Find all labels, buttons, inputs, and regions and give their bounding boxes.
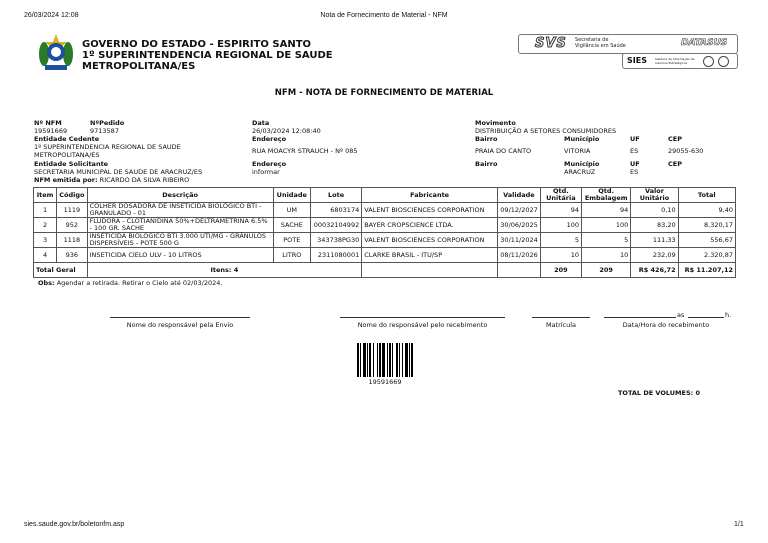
table-cell-qtd-unit: 10 (540, 248, 581, 263)
table-cell-fabricante: CLARKE BRASIL - ITU/SP (362, 248, 498, 263)
table-cell-item: 4 (34, 248, 57, 263)
signature-label-envio: Nome do responsável pela Envio (126, 321, 234, 329)
municipio-value: ARACRUZ (564, 168, 596, 176)
municipio-label: Município (564, 135, 600, 143)
sies-subtitle: Sistema de Informação de Insumos Estratégicos (655, 57, 695, 65)
solicitante-value: SECRETARIA MUNICIPAL DE SAUDE DE ARACRUZ/ES (34, 168, 203, 176)
total-label: Total Geral (34, 263, 88, 278)
signature-label-datetime: Data/Hora do recebimento (622, 321, 710, 329)
cep-label: CEP (668, 160, 682, 168)
print-datetime: 26/03/2024 12:08 (24, 12, 79, 19)
municipio-value: VITORIA (564, 147, 591, 155)
empty-cell (498, 263, 541, 278)
signature-line-recebimento (340, 317, 505, 318)
bairro-value: PRAIA DO CANTO (475, 147, 532, 155)
observations (38, 279, 222, 287)
table-cell-unidade: SACHE (273, 218, 310, 233)
uf-label: UF (630, 160, 640, 168)
data-value: 26/03/2024 12:08:40 (252, 127, 321, 135)
table-cell-valor: 0,10 (631, 203, 678, 218)
coat-of-arms-icon (36, 32, 76, 72)
table-cell-descricao: COLHER DOSADORA DE INSETICIDA BIOLÓGICO BTI - GRANULADO - 01 (87, 203, 273, 218)
table-cell-item: 1 (34, 203, 57, 218)
table-cell-qtd-emb: 5 (582, 233, 631, 248)
items-table (33, 187, 736, 278)
table-header-row (34, 188, 736, 203)
barcode-icon (357, 343, 413, 377)
emitida-label: NFM emitida por: (34, 176, 98, 184)
table-cell-fabricante: VALENT BIOSCIENCES CORPORATION (362, 233, 498, 248)
table-cell-unidade: LITRO (273, 248, 310, 263)
signature-label-recebimento: Nome do responsável pelo recebimento (357, 321, 488, 329)
signature-line-envio (110, 317, 250, 318)
table-cell-lote: 343738PG30 (310, 233, 361, 248)
total-qtd-unitaria: 209 (540, 263, 581, 278)
print-title: Nota de Fornecimento de Material - NFM (320, 12, 448, 19)
table-cell-descricao: INSETICIDA BIOLÓGICO BTI 3.000 UTI/MG - GRÂNULOS DISPERSÍVEIS - POTE 500 G (87, 233, 273, 248)
col-header: Qtd. Unitária (540, 188, 581, 203)
emitida-por (34, 176, 189, 184)
bairro-label: Bairro (475, 135, 498, 143)
uf-value: ES (630, 168, 639, 176)
footer-url: sies.saude.gov.br/boletonfm.asp (24, 521, 125, 528)
empty-cell (362, 263, 498, 278)
col-header: Lote (310, 188, 361, 203)
table-cell-lote: 00032104992 (310, 218, 361, 233)
col-header: Código (57, 188, 87, 203)
endereco-value: RUA MOACYR STRAUCH - Nº 085 (252, 147, 358, 155)
government-header (82, 39, 333, 72)
col-header: Validade (498, 188, 541, 203)
svs-datasus-logo-box (518, 34, 738, 54)
table-cell-codigo: 952 (57, 218, 87, 233)
sies-seal-icon (718, 56, 729, 67)
sies-logo-box (622, 53, 738, 69)
endereco-label: Endereço (252, 160, 287, 168)
emitida-value: RICARDO DA SILVA RIBEIRO (99, 176, 190, 184)
endereco-label: Endereço (252, 135, 287, 143)
table-cell-valor: 111,33 (631, 233, 678, 248)
table-cell-qtd-emb: 10 (582, 248, 631, 263)
signature-label-matricula: Matrícula (545, 321, 577, 329)
bairro-label: Bairro (475, 160, 498, 168)
table-cell-descricao: INSETICIDA CIELO ULV - 10 LITROS (87, 248, 273, 263)
table-cell-item: 3 (34, 233, 57, 248)
svs-subtitle-2: Vigilância em Saúde (575, 43, 626, 49)
svs-subtitle (575, 37, 626, 49)
col-header: Unidade (273, 188, 310, 203)
col-header: Fabricante (362, 188, 498, 203)
table-cell-lote: 2311080001 (310, 248, 361, 263)
table-row (34, 203, 736, 218)
svs-logo: SVS (535, 36, 567, 51)
svs-subtitle-1: Secretaria de (575, 37, 609, 43)
solicitante-label: Entidade Solicitante (34, 160, 109, 168)
cep-value: 29055-630 (668, 147, 704, 155)
table-cell-validade: 09/12/2027 (498, 203, 541, 218)
signature-line-date (604, 317, 676, 318)
table-cell-fabricante: VALENT BIOSCIENCES CORPORATION (362, 203, 498, 218)
table-cell-codigo: 936 (57, 248, 87, 263)
total-row (34, 263, 736, 278)
col-header: Item (34, 188, 57, 203)
endereco-value: informar (252, 168, 280, 176)
signature-line-hour (688, 317, 724, 318)
col-header: Descrição (87, 188, 273, 203)
sies-seal-icon (703, 56, 714, 67)
total-valor-unitario: R$ 426,72 (631, 263, 678, 278)
col-header: Qtd. Embalagem (582, 188, 631, 203)
table-cell-qtd-emb: 100 (582, 218, 631, 233)
sies-logo: SIES (627, 56, 647, 65)
total-geral-value: R$ 11.207,12 (678, 263, 735, 278)
footer-page: 1/1 (734, 521, 744, 528)
signature-line-matricula (532, 317, 590, 318)
table-row (34, 248, 736, 263)
municipio-label: Município (564, 160, 600, 168)
datasus-logo: DATASUS (681, 38, 728, 48)
table-cell-qtd-emb: 94 (582, 203, 631, 218)
pedido-label: NºPedido (90, 119, 125, 127)
table-cell-total: 2.320,87 (678, 248, 735, 263)
table-cell-unidade: POTE (273, 233, 310, 248)
cedente-label: Entidade Cedente (34, 135, 100, 143)
table-cell-qtd-unit: 94 (540, 203, 581, 218)
barcode-number: 19591669 (368, 378, 402, 386)
header-line-2: 1º SUPERINTENDENCIA REGIONAL DE SAUDE (82, 50, 333, 61)
items-count: Itens: 4 (87, 263, 362, 278)
movimento-value: DISTRIBUIÇÃO A SETORES CONSUMIDORES (475, 127, 617, 135)
table-cell-valor: 83,20 (631, 218, 678, 233)
table-row (34, 233, 736, 248)
document-title: NFM - NOTA DE FORNECIMENTO DE MATERIAL (274, 88, 494, 98)
table-row (34, 218, 736, 233)
table-cell-codigo: 1119 (57, 203, 87, 218)
obs-label: Obs: (38, 279, 55, 287)
table-cell-descricao: FLUDORA - CLOTIANIDINA 50%+DELTRAMETRINA 6.5% - 100 GR. SACHE (87, 218, 273, 233)
table-cell-validade: 30/06/2025 (498, 218, 541, 233)
total-volumes: TOTAL DE VOLUMES: 0 (618, 389, 701, 397)
signature-as: as (677, 311, 685, 319)
nfm-label: Nº NFM (34, 119, 62, 127)
table-cell-qtd-unit: 100 (540, 218, 581, 233)
table-cell-unidade: UM (273, 203, 310, 218)
pedido-number: 9713587 (90, 127, 119, 135)
col-header: Valor Unitário (631, 188, 678, 203)
table-cell-validade: 30/11/2024 (498, 233, 541, 248)
nfm-number: 19591669 (34, 127, 68, 135)
cedente-value: 1º SUPERINTENDENCIA REGIONAL DE SAUDE METROPOLITANA/ES (34, 143, 181, 159)
table-cell-total: 8.320,17 (678, 218, 735, 233)
table-cell-lote: 6803174 (310, 203, 361, 218)
signature-h: h. (725, 311, 732, 319)
table-cell-item: 2 (34, 218, 57, 233)
obs-text: Agendar a retirada. Retirar o Cielo até 02/03/2024. (56, 279, 223, 287)
table-cell-fabricante: BAYER CROPSCIENCE LTDA. (362, 218, 498, 233)
uf-value: ES (630, 147, 639, 155)
uf-label: UF (630, 135, 640, 143)
table-cell-validade: 08/11/2026 (498, 248, 541, 263)
header-line-1: GOVERNO DO ESTADO - ESPIRITO SANTO (82, 39, 312, 50)
data-label: Data (252, 119, 270, 127)
table-cell-valor: 232,09 (631, 248, 678, 263)
movimento-label: Movimento (475, 119, 516, 127)
cep-label: CEP (668, 135, 682, 143)
table-cell-total: 556,67 (678, 233, 735, 248)
table-cell-total: 9,40 (678, 203, 735, 218)
header-line-3: METROPOLITANA/ES (82, 61, 196, 72)
total-qtd-embalagem: 209 (582, 263, 631, 278)
table-cell-codigo: 1118 (57, 233, 87, 248)
col-header: Total (678, 188, 735, 203)
table-cell-qtd-unit: 5 (540, 233, 581, 248)
